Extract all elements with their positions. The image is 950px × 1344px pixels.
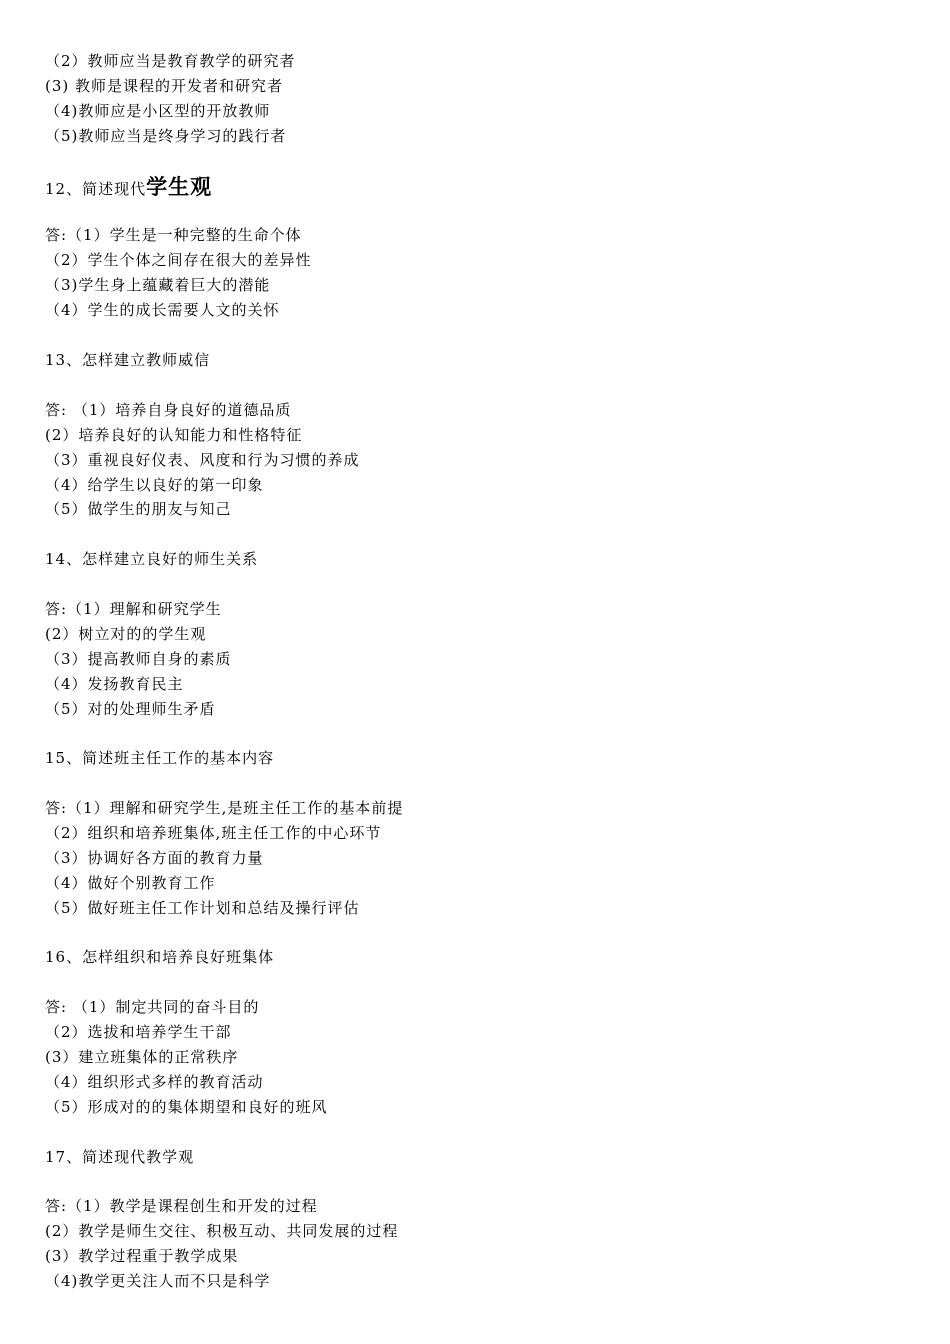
answer-line: （2）组织和培养班集体,班主任工作的中心环节 <box>45 824 382 842</box>
answer-line: (3）教学过程重于教学成果 <box>45 1247 239 1265</box>
answer-line: (2）树立对的的学生观 <box>45 625 207 643</box>
answer-line: （4）组织形式多样的教育活动 <box>45 1073 264 1091</box>
answer-line: 答: （1）制定共同的奋斗目的 <box>45 998 260 1016</box>
answer-line: （4）给学生以良好的第一印象 <box>45 476 264 494</box>
answer-line: （5）对的处理师生矛盾 <box>45 700 216 718</box>
answer-line: 答:（1）教学是课程创生和开发的过程 <box>45 1197 318 1215</box>
question-emphasis: 学生观 <box>146 175 213 199</box>
question-17: 17、简述现代教学观 <box>45 1148 195 1166</box>
answer-line: 答: （1）培养自身良好的道德品质 <box>45 401 292 419</box>
answer-line: （3）协调好各方面的教育力量 <box>45 849 264 867</box>
intro-item: (3) 教师是课程的开发者和研究者 <box>45 77 284 95</box>
answer-line: (2）培养良好的认知能力和性格特征 <box>45 426 303 444</box>
answer-line: 答:（1）理解和研究学生,是班主任工作的基本前提 <box>45 799 404 817</box>
answer-line: （4）学生的成长需要人文的关怀 <box>45 301 280 319</box>
answer-line: (3）建立班集体的正常秩序 <box>45 1048 239 1066</box>
question-13: 13、怎样建立教师威信 <box>45 351 211 369</box>
answer-line: （5）做学生的朋友与知己 <box>45 500 232 518</box>
answer-line: （5）做好班主任工作计划和总结及操行评估 <box>45 899 360 917</box>
intro-item: （2）教师应当是教育教学的研究者 <box>45 52 296 70</box>
answer-line: （4）发扬教育民主 <box>45 675 184 693</box>
answer-line: （3)学生身上蕴藏着巨大的潜能 <box>45 276 271 294</box>
answer-line: 答:（1）学生是一种完整的生命个体 <box>45 226 302 244</box>
answer-line: 答:（1）理解和研究学生 <box>45 600 222 618</box>
answer-line: （4)教学更关注人而不只是科学 <box>45 1272 271 1290</box>
answer-line: （3）提高教师自身的素质 <box>45 650 232 668</box>
question-prefix: 12、简述现代 <box>45 180 147 198</box>
answer-line: （2）选拔和培养学生干部 <box>45 1023 232 1041</box>
intro-item: （5)教师应当是终身学习的践行者 <box>45 127 287 145</box>
answer-line: （3）重视良好仪表、风度和行为习惯的养成 <box>45 451 360 469</box>
answer-line: （5）形成对的的集体期望和良好的班风 <box>45 1098 328 1116</box>
answer-line: (2）教学是师生交往、积极互动、共同发展的过程 <box>45 1222 399 1240</box>
question-16: 16、怎样组织和培养良好班集体 <box>45 948 275 966</box>
answer-line: （4）做好个别教育工作 <box>45 874 216 892</box>
answer-line: （2）学生个体之间存在很大的差异性 <box>45 251 312 269</box>
intro-item: （4)教师应是小区型的开放教师 <box>45 102 271 120</box>
question-15: 15、简述班主任工作的基本内容 <box>45 749 275 767</box>
question-14: 14、怎样建立良好的师生关系 <box>45 550 259 568</box>
question-12 <box>45 174 212 200</box>
